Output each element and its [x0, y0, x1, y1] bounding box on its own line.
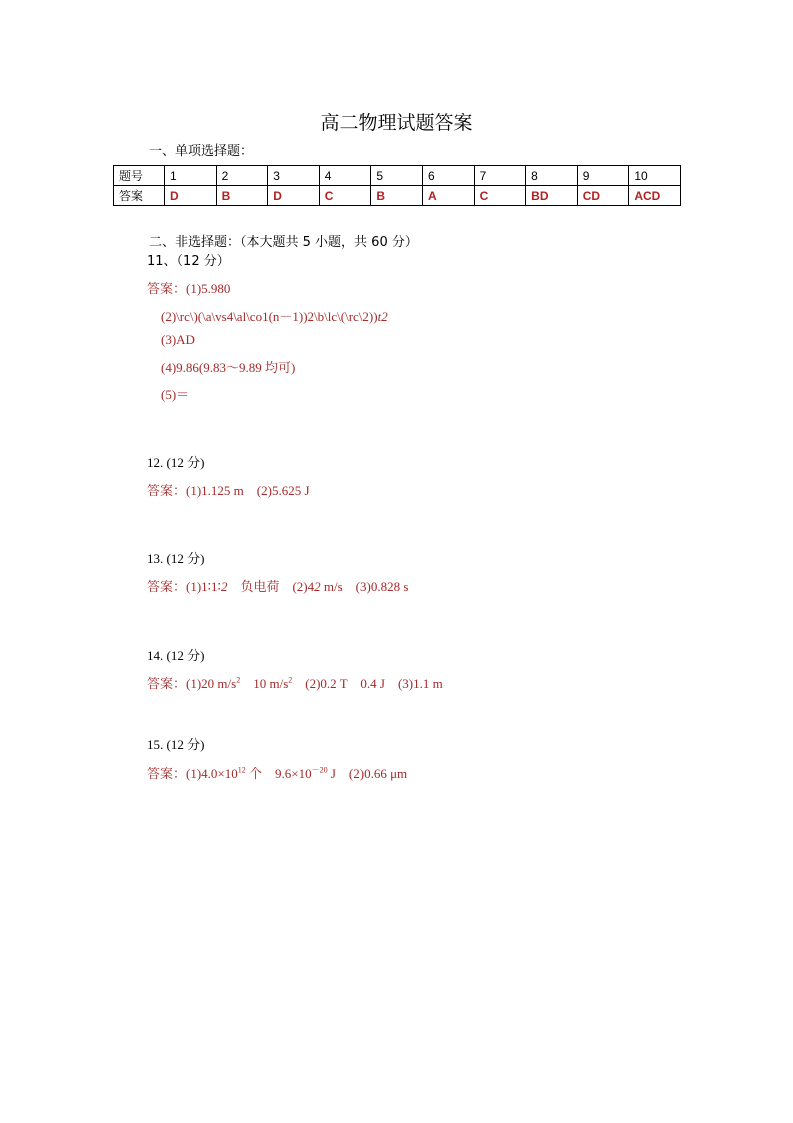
answer-text: 个 9.6×10	[245, 766, 312, 781]
table-cell-number: 6	[422, 166, 474, 186]
table-cell-number: 3	[268, 166, 320, 186]
table-cell-number: 9	[577, 166, 629, 186]
answer-text: (1)1∶1∶	[186, 579, 221, 594]
answer-text: J (2)0.66 μm	[327, 766, 408, 781]
table-cell-answer: ACD	[629, 186, 681, 206]
answer-text-italic: 2	[220, 579, 228, 594]
table-cell-answer: CD	[577, 186, 629, 206]
table-cell-answer: C	[474, 186, 526, 206]
table-cell-answer: B	[216, 186, 268, 206]
question-13-header: 13. (12 分)	[147, 551, 205, 566]
table-cell-answer: D	[268, 186, 320, 206]
question-11-answer-line-4: (4)9.86(9.83～9.89 均可)	[161, 360, 296, 375]
table-cell-number: 8	[526, 166, 578, 186]
answer-text: 10 m/s	[240, 676, 289, 691]
answer-superscript: 12	[237, 765, 246, 775]
question-13-answer	[147, 576, 408, 595]
table-answer-label: 答案	[114, 186, 165, 206]
table-cell-number: 10	[629, 166, 681, 186]
answer-table	[113, 165, 681, 206]
answer-text: (2)\rc\)(\a\vs4\al\co1(n－1))2\b\lc\(\rc\2))	[161, 309, 378, 324]
table-cell-number: 5	[371, 166, 423, 186]
answer-superscript: 2	[288, 675, 293, 685]
question-15-answer	[147, 763, 407, 782]
table-cell-number: 1	[165, 166, 217, 186]
question-14-header: 14. (12 分)	[147, 648, 205, 663]
answer-text: m/s (3)0.828 s	[320, 579, 409, 594]
answer-text: (2)0.2 T 0.4 J (3)1.1 m	[292, 676, 443, 691]
section-heading-non-choice: 二、非选择题：（本大题共 5 小题，共 60 分）	[149, 235, 418, 250]
table-row-numbers	[114, 166, 681, 186]
answer-prefix: 答案：	[147, 677, 187, 692]
table-row-answers	[114, 186, 681, 206]
page-title: 高二物理试题答案	[320, 112, 473, 134]
answer-text: (1)4.0×10	[186, 766, 238, 781]
table-cell-answer: BD	[526, 186, 578, 206]
table-cell-answer: A	[422, 186, 474, 206]
answer-text: (1)20 m/s	[186, 676, 237, 691]
table-cell-number: 4	[319, 166, 371, 186]
question-15-header: 15. (12 分)	[147, 737, 205, 752]
table-cell-answer: B	[371, 186, 423, 206]
question-11-header: 11、（12 分）	[147, 254, 230, 269]
answer-text-italic: t2	[377, 309, 388, 324]
table-cell-number: 7	[474, 166, 526, 186]
answer-prefix: 答案：	[147, 282, 187, 297]
answer-text: 负电荷 (2)4	[227, 579, 315, 594]
answer-text-italic: 2	[314, 579, 321, 594]
answer-text: (1)1.125 m (2)5.625 J	[186, 483, 310, 498]
answer-superscript: －20	[311, 765, 328, 775]
answer-text: (1)5.980	[186, 281, 231, 296]
question-14-answer	[147, 673, 443, 692]
answer-superscript: 2	[236, 675, 241, 685]
answer-prefix: 答案：	[147, 767, 187, 782]
question-12-answer	[147, 480, 310, 499]
answer-prefix: 答案：	[147, 484, 187, 499]
table-cell-answer: D	[165, 186, 217, 206]
question-11-answer-line-3: (3)AD	[161, 332, 195, 347]
question-11-answer-line-1	[147, 278, 230, 297]
question-11-answer-line-2	[161, 306, 388, 325]
table-cell-answer: C	[319, 186, 371, 206]
question-12-header: 12. (12 分)	[147, 455, 205, 470]
section-heading-single-choice: 一、单项选择题：	[149, 144, 254, 159]
table-header-label: 题号	[114, 166, 165, 186]
question-11-answer-line-5: (5)＝	[161, 387, 190, 402]
table-cell-number: 2	[216, 166, 268, 186]
answer-prefix: 答案：	[147, 580, 187, 595]
